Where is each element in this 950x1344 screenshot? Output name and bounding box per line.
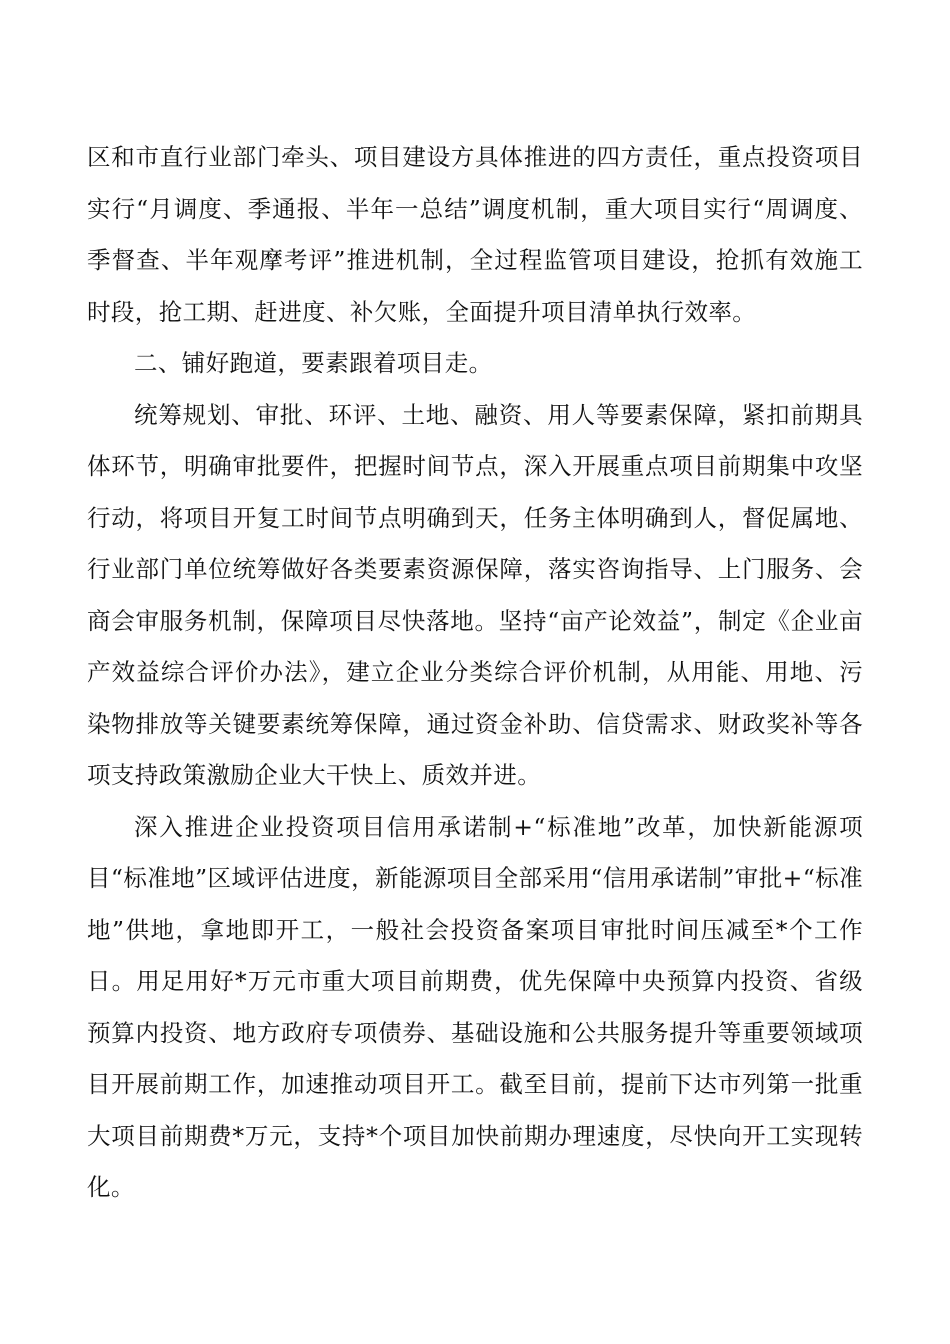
section-heading: 二、铺好跑道，要素跟着项目走。 — [134, 349, 493, 377]
document-body — [87, 132, 863, 1214]
paragraph: 深入推进企业投资项目信用承诺制+“标准地”改革，加快新能源项目“标准地”区域评估进度，新能源项目全部采用“信用承诺制”审批+“标准地”供地，拿地即开工，一般社会投资备案项目审批时间压减至*个工作日。用足用好*万元市重大项目前期费，优先保障中央预算内投资、省级预算内投资、地方政府专项债券、基础设施和公共服务提升等重要领域项目开展前期工作，加速推动项目开工。截至目前，提前下达市列第一批重大项目前期费*万元，支持*个项目加快前期办理速度，尽快向开工实现转化。 — [87, 812, 863, 1201]
paragraph: 统筹规划、审批、环评、土地、融资、用人等要素保障，紧扣前期具体环节，明确审批要件，把握时间节点，深入开展重点项目前期集中攻坚行动，将项目开复工时间节点明确到天，任务主体明确到人，督促属地、行业部门单位统筹做好各类要素资源保障，落实咨询指导、上门服务、会商会审服务机制，保障项目尽快落地。坚持“亩产论效益”，制定《企业亩产效益综合评价办法》，建立企业分类综合评价机制，从用能、用地、污染物排放等关键要素统筹保障，通过资金补助、信贷需求、财政奖补等各项支持政策激励企业大干快上、质效并进。 — [87, 400, 863, 789]
paragraph-continuation: 区和市直行业部门牵头、项目建设方具体推进的四方责任，重点投资项目实行“月调度、季通报、半年一总结”调度机制，重大项目实行“周调度、季督查、半年观摩考评”推进机制，全过程监管项目建设，抢抓有效施工时段，抢工期、赶进度、补欠账，全面提升项目清单执行效率。 — [87, 143, 863, 326]
